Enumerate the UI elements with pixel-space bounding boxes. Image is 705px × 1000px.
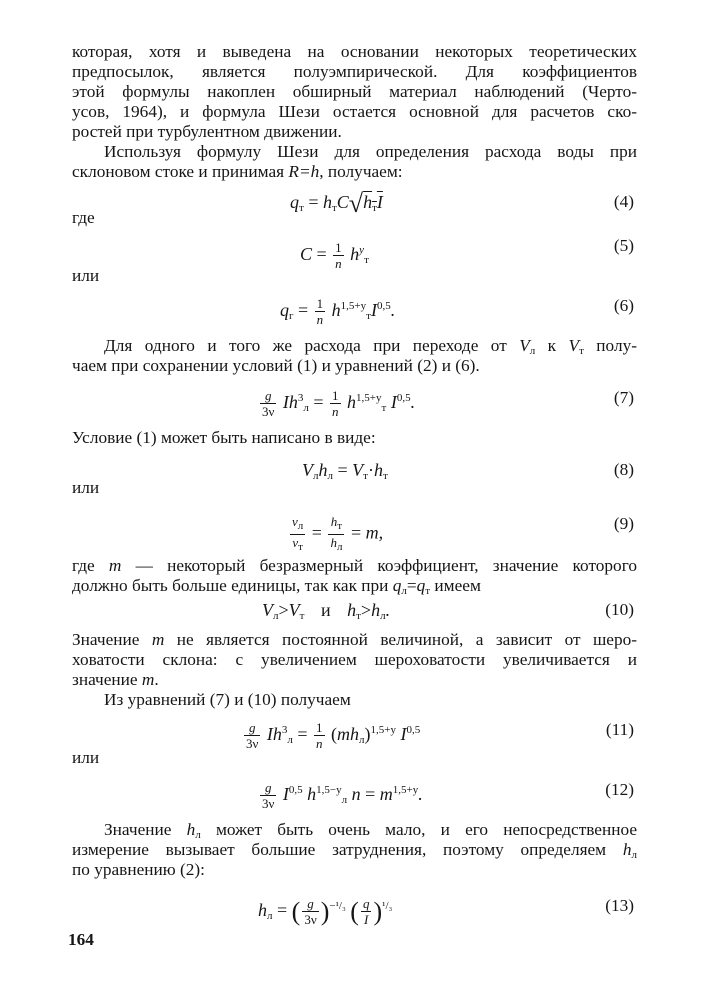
equation-10: $V_л>V_т$ и $h_т>h_л$. xyxy=(262,600,391,622)
text-line: чаем при сохранении условий (1) и уравнений (2) и (6). xyxy=(72,356,480,375)
text-line: измерение вызывает большие затруднения, поэтому определяем $h_л$ xyxy=(72,840,637,861)
equation-9: $\frac{v_л}{v_т}$ = $\frac{h_т}{h_л}$ = m, xyxy=(292,514,384,553)
equation-8: $V_лh_л = V_т\cdot h_т$ xyxy=(302,460,388,482)
text-line: Условие (1) может быть написано в виде: xyxy=(72,428,376,447)
equation-number: (9) xyxy=(613,514,634,533)
text-line: ховатости склона: с увеличением шероховатости увеличивается и xyxy=(72,650,637,669)
text-line: Значение $h_л$ может быть очень мало, и его непосредственное xyxy=(104,820,637,841)
equation-number: (6) xyxy=(613,296,634,315)
text-line: склоновом стоке и принимая R=h, получаем: xyxy=(72,162,403,181)
text-line: ростей при турбулентном движении. xyxy=(72,122,342,141)
text-line: Значение m не является постоянной величиной, а зависит от шеро- xyxy=(72,630,638,649)
text-line: должно быть больше единицы, так как при $q_л=q_т$ имеем xyxy=(72,576,481,597)
equation-6: $q_г$ = $\frac{1}{n}$ $h^{1,5+y}_тI^{0,5}$. xyxy=(280,296,396,328)
equation-11: $\frac{g}{3\nu}$ $Ih^3_л$ = $\frac{1}{n}$ $(mh_л)^{1,5+y}$ I$^{0,5}$ xyxy=(246,720,421,752)
text-line: значение m. xyxy=(72,670,159,689)
equation-number: (10) xyxy=(605,600,634,619)
page-number: 164 xyxy=(68,930,94,949)
equation-number: (8) xyxy=(613,460,634,479)
text-line: которая, хотя и выведена на основании некоторых теоретических xyxy=(72,42,637,61)
text-word: где xyxy=(72,208,95,227)
equation-number: (4) xyxy=(613,192,634,211)
text-line: Из уравнений (7) и (10) получаем xyxy=(104,690,351,709)
equation-4: $q_т = h_тC√h_тI$ xyxy=(290,189,383,218)
text-line: предпосылок, является полуэмпирической. Для коэффициентов xyxy=(72,62,637,81)
equation-5: C = $\frac{1}{n}$ $h^y_т$ xyxy=(300,240,369,272)
equation-13: $h_л$ = ( $\frac{g}{3\nu}$ )$^{-^1/_3}$ ( $\frac{q}{I}$ )$^{^1/_3}$ xyxy=(258,896,393,928)
text-line: этой формулы накоплен обширный материал наблюдений (Черто- xyxy=(72,82,637,101)
equation-number: (7) xyxy=(613,388,634,407)
text-line: Для одного и того же расхода при переходе от $V_л$ к $V_т$ полу- xyxy=(104,336,637,357)
equation-number: (5) xyxy=(613,236,634,255)
text-word: или xyxy=(72,266,100,285)
equation-number: (12) xyxy=(605,780,634,799)
equation-7: $\frac{g}{3\nu}$ $Ih^3_л$ = $\frac{1}{n}$ $h^{1,5+y}_т$ I$^{0,5}$. xyxy=(262,388,416,420)
equation-number: (13) xyxy=(605,896,634,915)
text-word: или xyxy=(72,478,100,497)
text-word: или xyxy=(72,748,100,767)
text-line: где m — некоторый безразмерный коэффициент, значение которого xyxy=(72,556,637,575)
text-line: по уравнению (2): xyxy=(72,860,205,879)
equation-number: (11) xyxy=(605,720,634,739)
text-line: усов, 1964), и формула Шези остается основной для расчетов ско- xyxy=(72,102,637,121)
text-line: Используя формулу Шези для определения расхода воды при xyxy=(104,142,637,161)
equation-12: $\frac{g}{3\nu}$ I$^{0,5}$ $h^{1,5-y}_л$ $n = m^{1,5+y}$. xyxy=(262,780,423,812)
